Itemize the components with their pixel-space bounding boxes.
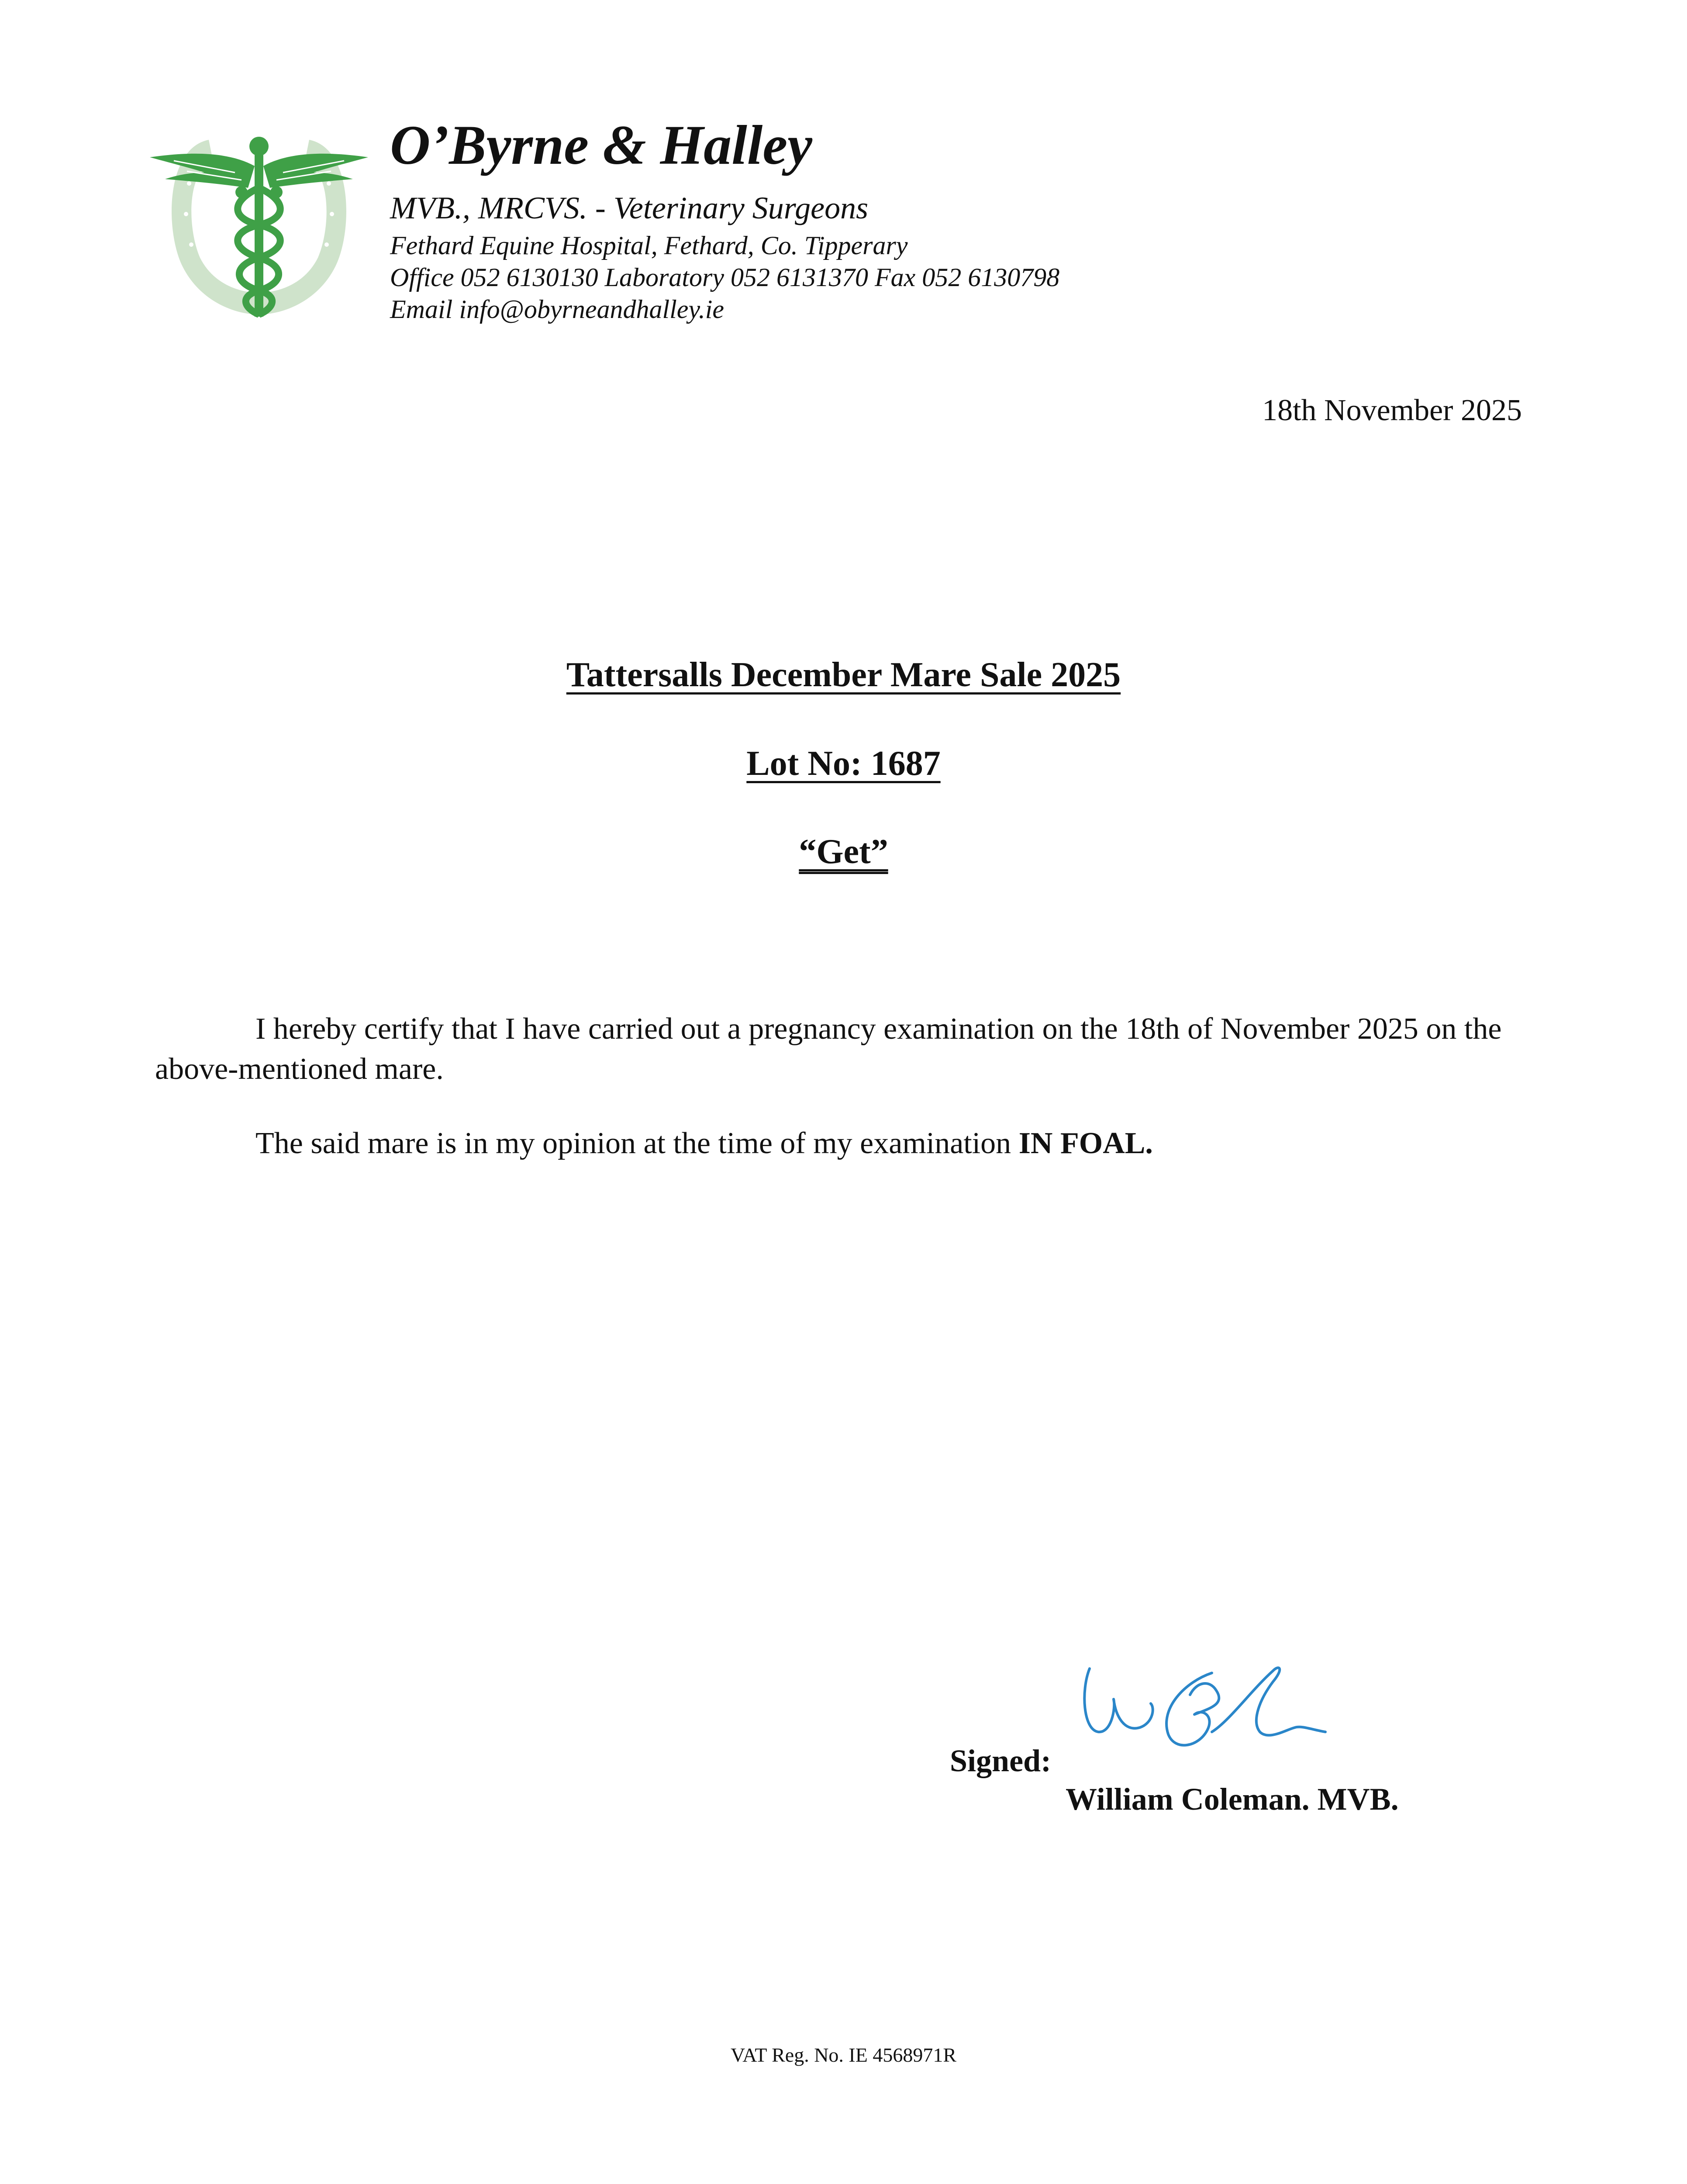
opinion-text: The said mare is in my opinion at the time of my examination — [255, 1127, 1019, 1160]
sale-title-text: Tattersalls December Mare Sale 2025 — [566, 656, 1121, 694]
handwritten-signature-icon — [1068, 1655, 1330, 1765]
signatory-name: William Coleman. MVB. — [1066, 1782, 1399, 1817]
caduceus-horseshoe-icon — [148, 131, 370, 328]
firm-phone-numbers: Office 052 6130130 Laboratory 052 6131370 Fax 052 6130798 — [390, 263, 1060, 292]
sale-title — [0, 657, 1687, 692]
lot-number — [0, 746, 1687, 781]
opinion-paragraph — [255, 1123, 1622, 1164]
firm-email: Email info@obyrneandhalley.ie — [390, 295, 724, 324]
signed-label: Signed: — [950, 1743, 1052, 1778]
pregnancy-result: IN FOAL. — [1018, 1127, 1153, 1160]
lot-number-text: Lot No: 1687 — [746, 744, 941, 783]
firm-name: O’Byrne & Halley — [390, 114, 812, 176]
firm-address: Fethard Equine Hospital, Fethard, Co. Tipperary — [390, 231, 908, 260]
certification-paragraph: I hereby certify that I have carried out a pregnancy examination on the 18th of November 2025 on the above-mentioned mare. — [155, 1012, 1502, 1086]
vat-registration: VAT Reg. No. IE 4568971R — [730, 2044, 957, 2066]
mare-name — [0, 834, 1687, 869]
letter-date: 18th November 2025 — [1262, 394, 1522, 427]
mare-name-text: “Get” — [799, 833, 888, 871]
firm-qualifications: MVB., MRCVS. - Veterinary Surgeons — [390, 190, 869, 225]
